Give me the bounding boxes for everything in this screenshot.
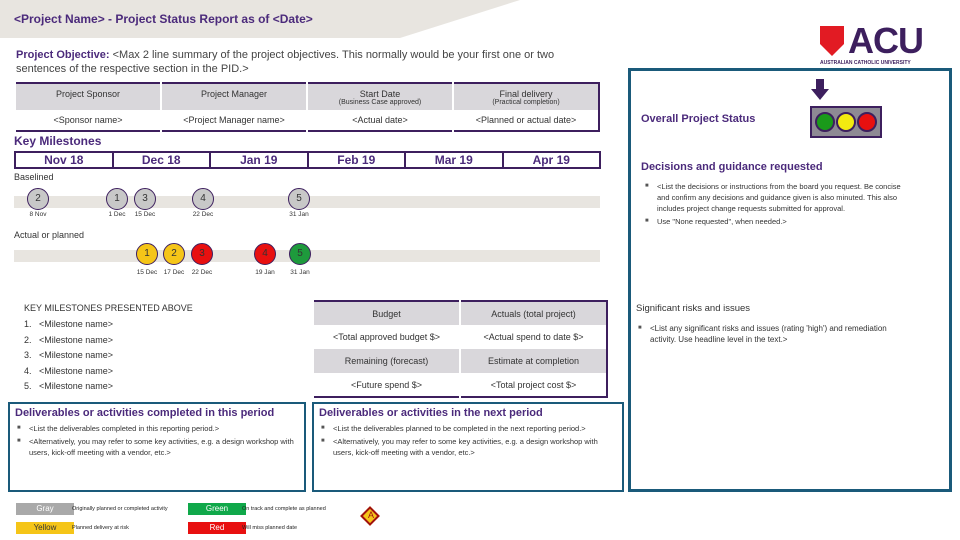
legend-green: Green: [188, 503, 246, 515]
project-info-table: Project Sponsor Project Manager Start Date (Business Case approved) Final delivery (Practical completion) <Sponsor name> <Project Manager name> <Actual date> <Planned or actual date>: [14, 82, 600, 132]
baseline-milestone: 2: [27, 188, 49, 210]
actual-label: Actual or planned: [14, 230, 85, 240]
arrow-down-icon: [811, 79, 829, 101]
start-date-value: <Actual date>: [307, 110, 453, 131]
actual-milestone-date: 17 Dec: [163, 269, 185, 276]
green-light-icon: [815, 112, 835, 132]
decisions-list: ■ <List the decisions or instructions from the board you request. Be concise and confirm any decisions and guidance given is also minuted. This also includes project change requests submitted for approval. ■ Use "None requested", when needed.>: [643, 181, 913, 229]
actual-milestone-date: 22 Dec: [191, 269, 213, 276]
baseline-milestone-date: 31 Jan: [289, 211, 309, 218]
yellow-light-icon: [836, 112, 856, 132]
legend-red: Red: [188, 522, 246, 534]
status-panel: [628, 68, 952, 492]
key-milestones-heading: Key Milestones: [14, 134, 102, 148]
completed-box: Deliverables or activities completed in this period ■ <List the deliverables completed in this reporting period.> ■ <Alternatively, you may refer to some key activities, e.g. a design workshop with users, kick-off meeting with a vendor, etc.>: [8, 402, 306, 492]
legend-yellow: Yellow: [16, 522, 74, 534]
actual-milestone: 3: [191, 243, 213, 265]
baseline-milestone-date: 22 Dec: [192, 211, 214, 218]
decisions-heading: Decisions and guidance requested: [641, 161, 823, 173]
baseline-milestone: 4: [192, 188, 214, 210]
traffic-light: [810, 106, 882, 138]
baseline-milestone-date: 8 Nov: [29, 211, 47, 218]
sponsor-value: <Sponsor name>: [15, 110, 161, 131]
budget-table: Budget Actuals (total project) <Total approved budget $> <Actual spend to date $> Remaining (forecast) Estimate at completion <Future spend $> <Total project cost $>: [312, 300, 608, 398]
actual-milestone: 1: [136, 243, 158, 265]
milestone-list: 1. <Milestone name> 2. <Milestone name> 3. <Milestone name> 4. <Milestone name> 5. <Milestone name>: [24, 319, 114, 391]
milestones-presented-title: KEY MILESTONES PRESENTED ABOVE: [24, 303, 193, 313]
next-period-box: Deliverables or activities in the next period ■ <List the deliverables planned to be completed in the next reporting period.> ■ <Alternatively, you may refer to some key activities, e.g. a design workshop with users, kick-off meeting with a vendor, etc.>: [312, 402, 624, 492]
baseline-milestone: 1: [106, 188, 128, 210]
actual-milestone: 5: [289, 243, 311, 265]
acu-logo: ACU AUSTRALIAN CATHOLIC UNIVERSITY: [820, 20, 923, 66]
manager-value: <Project Manager name>: [161, 110, 307, 131]
page-title: <Project Name> - Project Status Report as of <Date>: [14, 12, 313, 26]
project-objective: Project Objective: <Max 2 line summary of the project objectives. This normally would be your first one or two sentences of the respective section in the PID.>: [16, 49, 555, 75]
legend-gray: Gray: [16, 503, 74, 515]
final-delivery-value: <Planned or actual date>: [453, 110, 599, 131]
baseline-milestone-date: 15 Dec: [134, 211, 156, 218]
red-light-icon: [857, 112, 877, 132]
risks-heading: Significant risks and issues: [636, 303, 751, 314]
month-header: Nov 18 Dec 18 Jan 19 Feb 19 Mar 19 Apr 19: [14, 151, 601, 169]
overall-status-label: Overall Project Status: [641, 113, 756, 125]
risks-list: ■ <List any significant risks and issues (rating 'high') and remediation activity. Use headline level in the text.>: [636, 323, 896, 347]
actual-milestone: 2: [163, 243, 185, 265]
actual-milestone-date: 15 Dec: [136, 269, 158, 276]
actual-milestone-date: 19 Jan: [255, 269, 275, 276]
baseline-label: Baselined: [14, 172, 54, 182]
actual-milestone-date: 31 Jan: [290, 269, 310, 276]
baseline-milestone: 5: [288, 188, 310, 210]
baseline-milestone: 3: [134, 188, 156, 210]
baseline-milestone-date: 1 Dec: [108, 211, 126, 218]
actual-milestone: 4: [254, 243, 276, 265]
